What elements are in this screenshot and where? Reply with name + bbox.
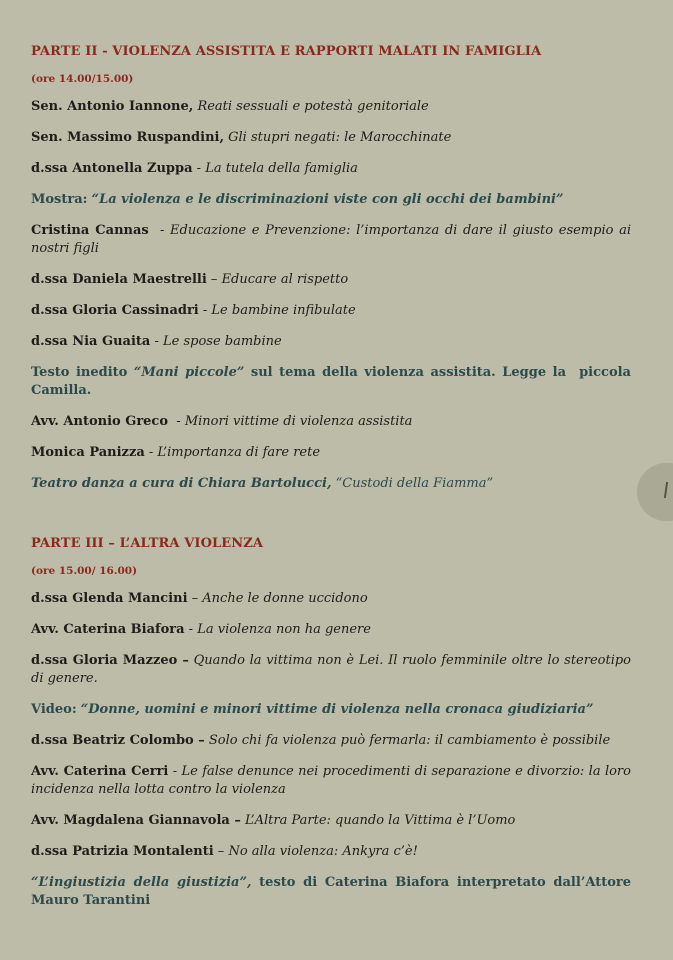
speaker-name: d.ssa Nia Guaita — [31, 334, 151, 349]
speaker-name: Sen. Antonio Iannone, — [31, 99, 194, 114]
speaker-name: Avv. Magdalena Giannavola – — [31, 813, 241, 828]
speaker-name: d.ssa Patrizia Montalenti — [31, 844, 214, 859]
scroll-handle[interactable] — [637, 463, 673, 521]
performance-entry: “L’ingiustizia della giustizia”, testo di Caterina Biafora interpretato dall’Attore Mauro Tarantini — [31, 875, 631, 908]
talk-title: Quando la vittima non è Lei. Il ruolo femminile oltre lo stereotipo di genere. — [31, 653, 632, 686]
program-entry: d.ssa Patrizia Montalenti – No alla violenza: Ankyra c’è! — [31, 844, 418, 859]
speaker-name: d.ssa Gloria Cassinadri — [31, 303, 199, 318]
talk-title: No alla violenza: Ankyra c’è! — [228, 844, 418, 859]
scroll-grip-icon — [664, 482, 668, 498]
program-entry: Avv. Caterina Biafora - La violenza non ha genere — [31, 622, 371, 637]
program-entry: d.ssa Glenda Mancini – Anche le donne uccidono — [31, 591, 368, 606]
performance-title: “Custodi della Fiamma” — [335, 476, 494, 491]
speaker-name: Avv. Antonio Greco — [31, 414, 169, 429]
exhibition-entry — [31, 191, 631, 209]
speaker-name: d.ssa Daniela Maestrelli — [31, 272, 207, 287]
program-entry — [31, 652, 631, 688]
speaker-name: Cristina Cannas — [31, 223, 149, 238]
talk-title: La violenza non ha genere — [197, 622, 371, 637]
talk-title: Solo chi fa violenza può fermarla: il cambiamento è possibile — [208, 733, 611, 748]
program-entry: d.ssa Antonella Zuppa - La tutela della famiglia — [31, 161, 358, 176]
performance-title: “L’ingiustizia della giustizia”, — [31, 875, 252, 890]
part3-time: (ore 15.00/ 16.00) — [31, 565, 138, 577]
speaker-name: d.ssa Glenda Mancini — [31, 591, 188, 606]
performance-entry — [31, 475, 631, 493]
talk-title: L’Altra Parte: quando la Vittima è l’Uomo — [244, 813, 516, 828]
video-entry — [31, 701, 631, 719]
talk-title: L’importanza di fare rete — [157, 445, 321, 460]
talk-title: Educare al rispetto — [221, 272, 349, 287]
speaker-name: Avv. Caterina Cerri — [31, 764, 169, 779]
program-entry: d.ssa Nia Guaita - Le spose bambine — [31, 334, 282, 349]
program-entry: Monica Panizza - L’importanza di fare rete — [31, 445, 321, 460]
part3-heading: PARTE III – L’ALTRA VIOLENZA — [31, 536, 264, 551]
program-entry — [31, 98, 631, 116]
talk-title: Educazione e Prevenzione: l’importanza di dare il giusto esempio ai nostri figli — [31, 223, 631, 256]
reading-entry: Testo inedito “Mani piccole” sul tema della violenza assistita. Legge la piccola Camilla. — [31, 365, 636, 398]
speaker-name: Sen. Massimo Ruspandini, — [31, 130, 224, 145]
speaker-name: Monica Panizza — [31, 445, 145, 460]
talk-title: Anche le donne uccidono — [202, 591, 368, 606]
talk-title: Minori vittime di violenza assistita — [184, 414, 413, 429]
talk-title: Le spose bambine — [163, 334, 282, 349]
program-entry — [31, 732, 631, 750]
talk-title: Le bambine infibulate — [211, 303, 356, 318]
talk-title: Gli stupri negati: le Marocchinate — [228, 130, 452, 145]
part2-time: (ore 14.00/15.00) — [31, 73, 134, 85]
entry-label: Video: — [31, 702, 77, 717]
program-content — [31, 44, 636, 910]
speaker-name: d.ssa Gloria Mazzeo – — [31, 653, 189, 668]
program-entry: Avv. Caterina Cerri - Le false denunce nei procedimenti di separazione e divorzio: la loro incidenza nella lotta contro la violenza — [31, 764, 631, 797]
speaker-name: Avv. Caterina Biafora — [31, 622, 185, 637]
speaker-name: d.ssa Beatriz Colombo – — [31, 733, 205, 748]
program-entry: d.ssa Daniela Maestrelli – Educare al rispetto — [31, 272, 349, 287]
speaker-name: d.ssa Antonella Zuppa — [31, 161, 193, 176]
talk-title: Reati sessuali e potestà genitoriale — [197, 99, 429, 114]
program-entry — [31, 129, 631, 147]
video-title: “Donne, uomini e minori vittime di violenza nella cronaca giudiziaria” — [80, 702, 594, 717]
talk-title: Le false denunce nei procedimenti di separazione e divorzio: la loro incidenza nella lotta contro la violenza — [31, 764, 631, 797]
talk-title: La tutela della famiglia — [205, 161, 358, 176]
program-entry — [31, 812, 631, 830]
program-entry: d.ssa Gloria Cassinadri - Le bambine infibulate — [31, 303, 356, 318]
performance-label: Teatro danza a cura di Chiara Bartolucci, — [31, 476, 332, 491]
part2-heading: PARTE II - VIOLENZA ASSISTITA E RAPPORTI MALATI IN FAMIGLIA — [31, 44, 542, 59]
entry-label: Mostra: — [31, 192, 88, 207]
program-entry: Cristina Cannas - Educazione e Prevenzione: l’importanza di dare il giusto esempio ai nostri figli — [31, 223, 631, 256]
reading-title: “Mani piccole” — [133, 365, 245, 380]
exhibition-title: “La violenza e le discriminazioni viste con gli occhi dei bambini” — [91, 192, 564, 207]
program-entry: Avv. Antonio Greco - Minori vittime di violenza assistita — [31, 414, 413, 429]
